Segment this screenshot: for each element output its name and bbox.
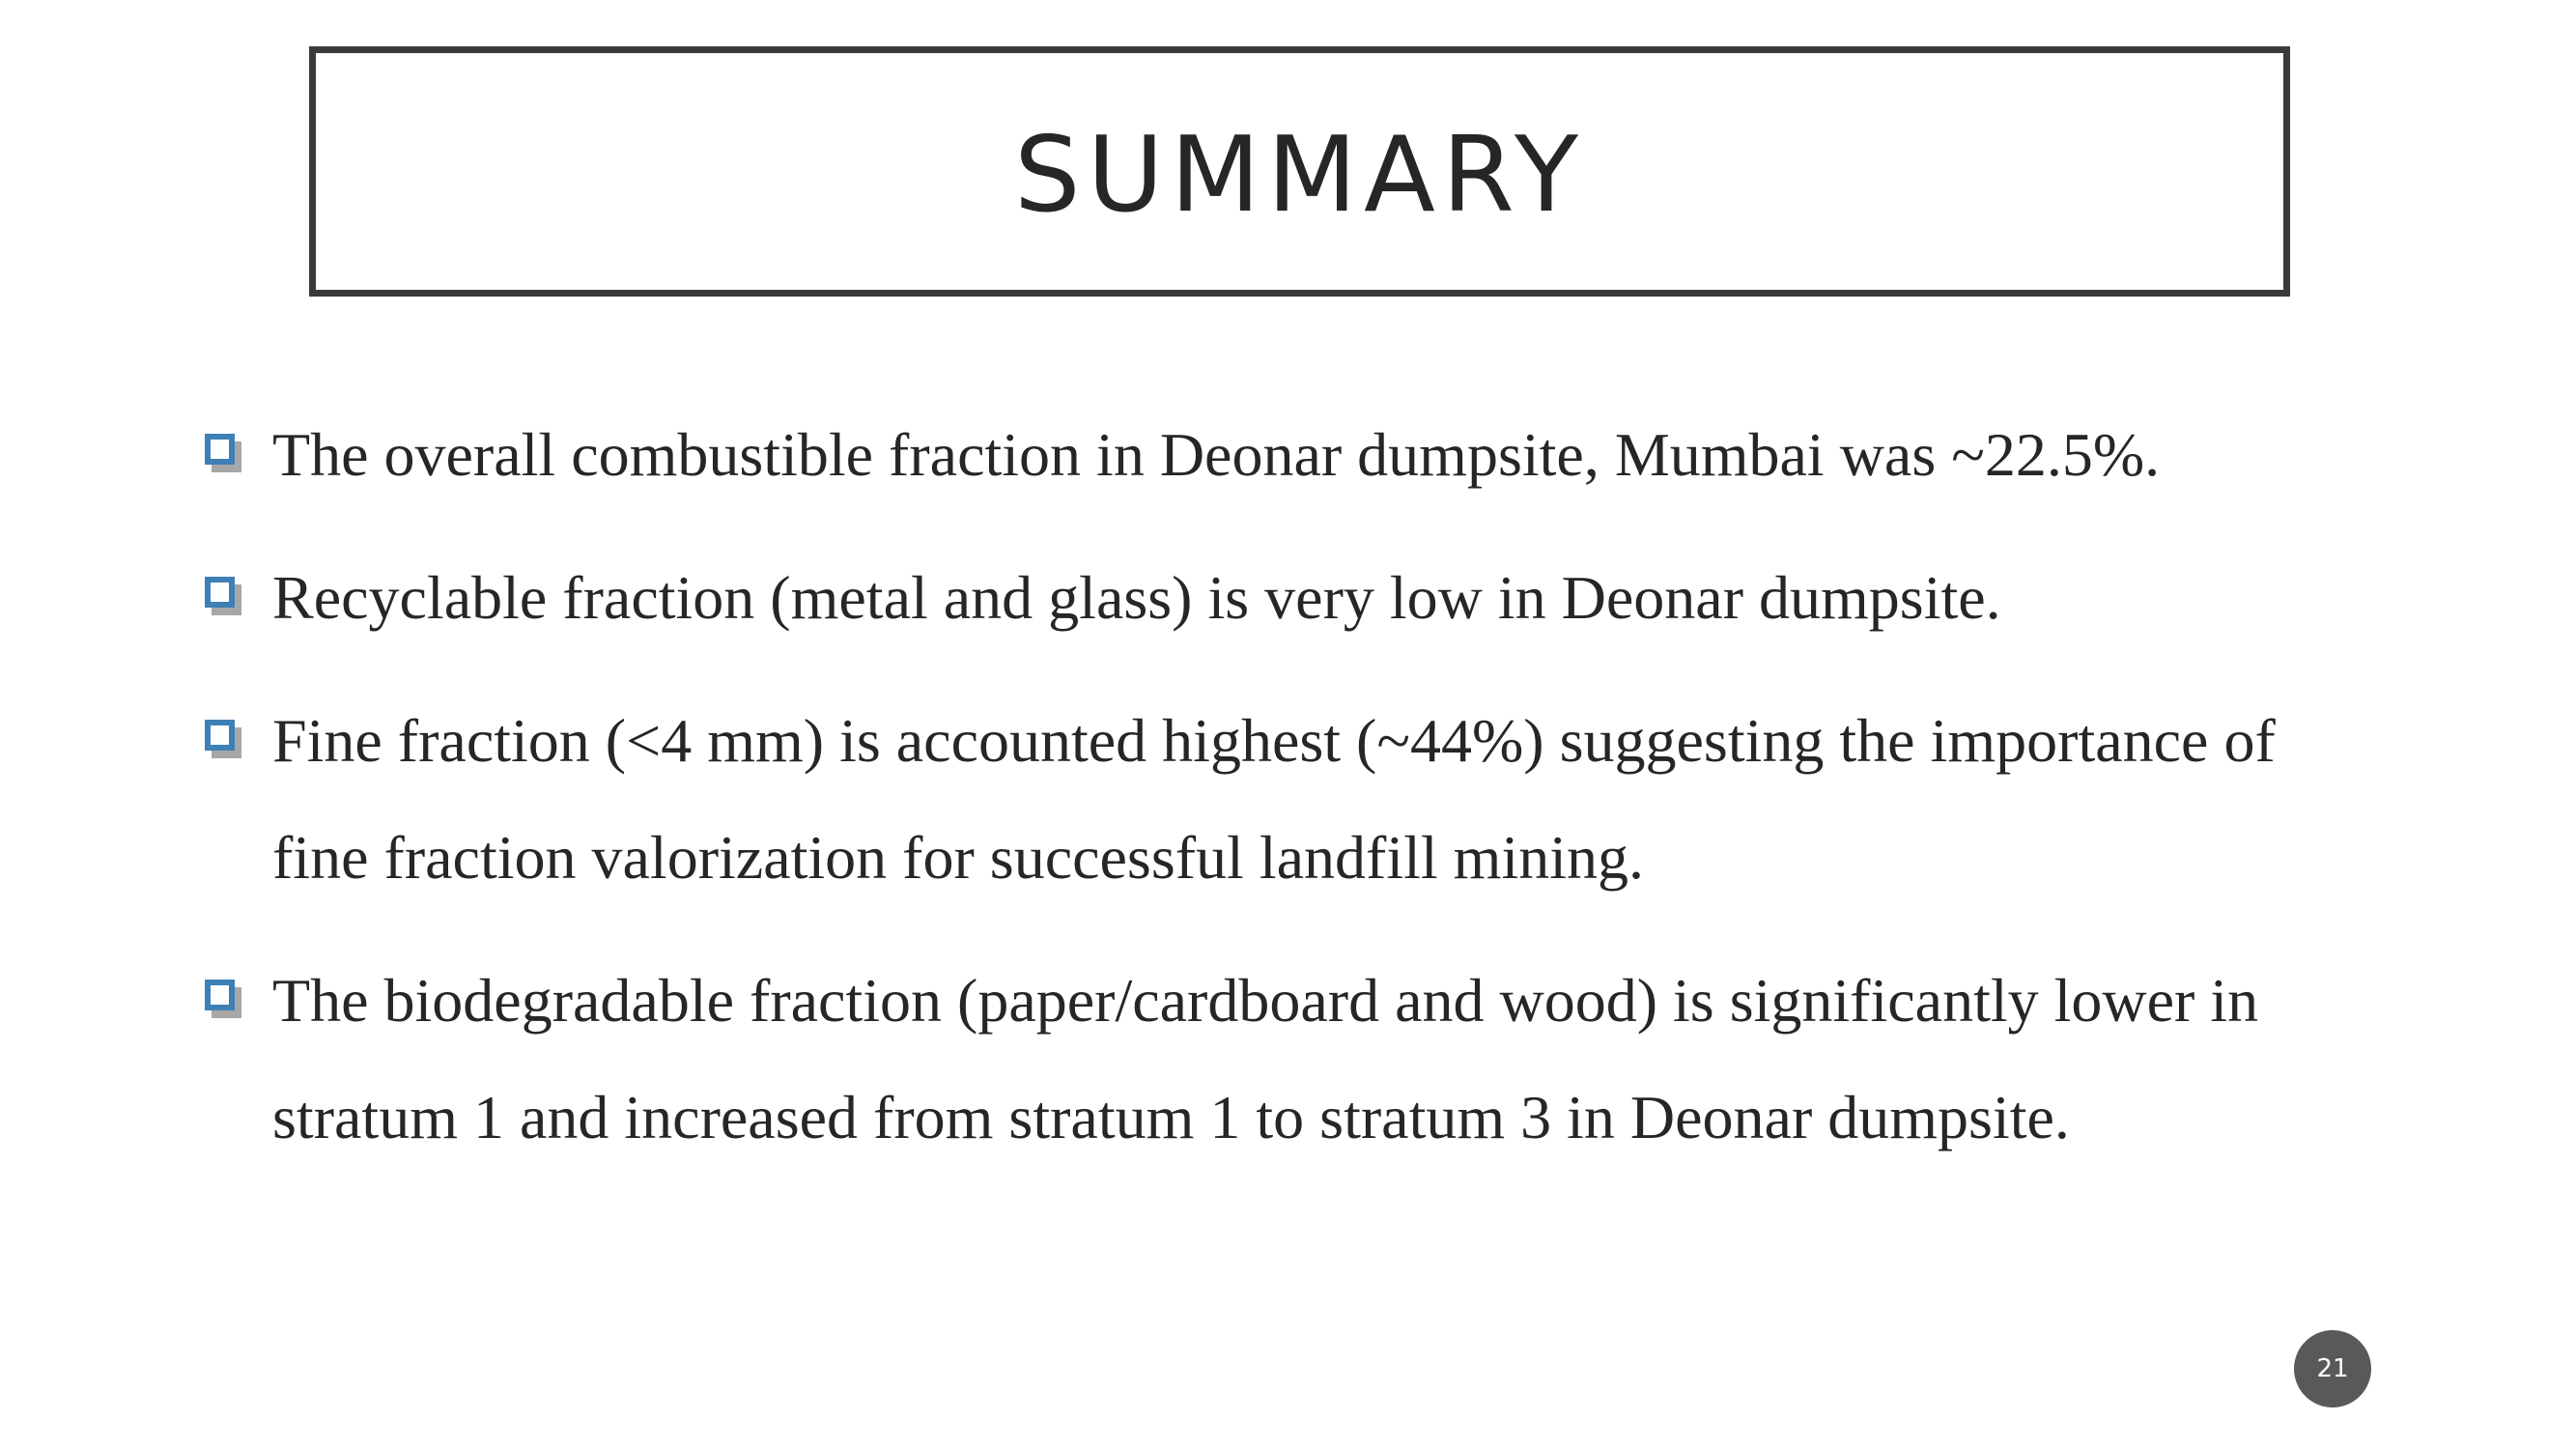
page-number-badge bbox=[2294, 1330, 2371, 1407]
bullet-text: Recyclable fraction (metal and glass) is very low in Deonar dumpsite. bbox=[272, 563, 2001, 632]
slide-title: SUMMARY bbox=[1014, 114, 1585, 236]
title-box bbox=[309, 46, 2290, 297]
bullet-item bbox=[203, 539, 2386, 656]
checkbox-square-icon bbox=[203, 718, 243, 760]
checkbox-square-icon bbox=[203, 432, 243, 474]
bullet-text: The overall combustible fraction in Deonar dumpsite, Mumbai was ~22.5%. bbox=[272, 420, 2161, 489]
bullet-text: Fine fraction (<4 mm) is accounted highest (~44%) suggesting the importance of fine fraction valorization for successful landfill mining. bbox=[272, 706, 2276, 892]
bullet-item bbox=[203, 396, 2386, 513]
checkbox-square-icon bbox=[203, 575, 243, 617]
bullet-list bbox=[203, 396, 2386, 1202]
page-number: 21 bbox=[2316, 1354, 2349, 1383]
bullet-text: The biodegradable fraction (paper/cardboard and wood) is significantly lower in stratum 1 and increased from stratum 1 to stratum 3 in Deonar dumpsite. bbox=[272, 966, 2259, 1151]
bullet-item bbox=[203, 942, 2386, 1176]
checkbox-square-icon bbox=[203, 978, 243, 1020]
bullet-item bbox=[203, 682, 2386, 916]
